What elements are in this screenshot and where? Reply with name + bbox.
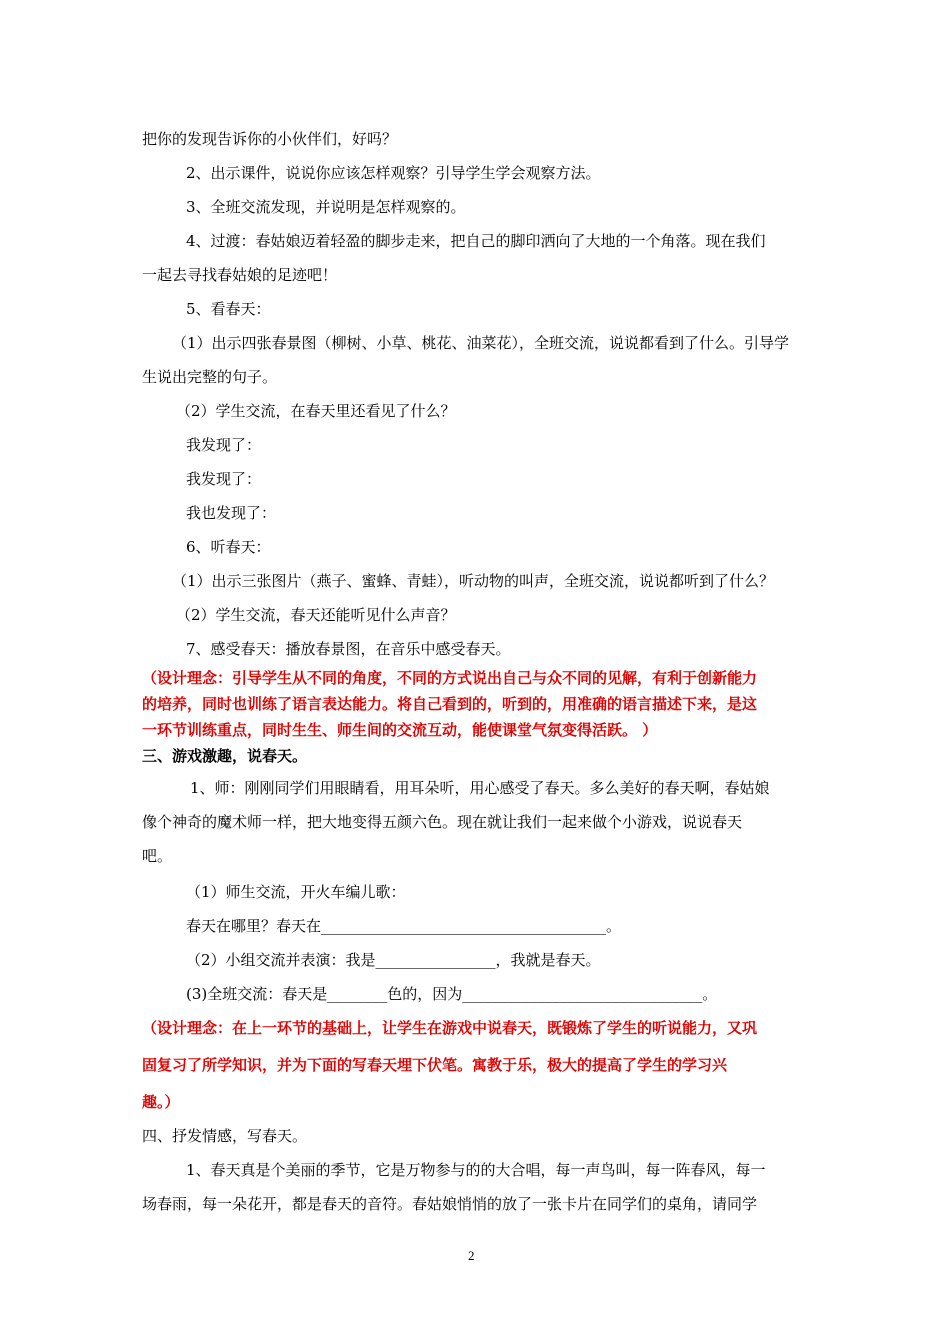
- page-number: 2: [468, 1248, 475, 1263]
- paragraph-line: 2、出示课件，说说你应该怎样观察？引导学生学会观察方法。: [186, 164, 601, 182]
- paragraph-line: （2）小组交流并表演：我是________________，我就是春天。: [186, 951, 601, 969]
- paragraph-line: 我也发现了：: [186, 504, 277, 522]
- design-note-line: 趣。）: [142, 1093, 180, 1111]
- section-heading: 三、游戏激趣，说春天。: [142, 747, 308, 765]
- paragraph-line: (3)全班交流：春天是________色的，因为________________________________。: [186, 985, 718, 1003]
- paragraph-line: （2）学生交流，春天还能听见什么声音？: [176, 606, 456, 624]
- design-note-line: 一环节训练重点，同时生生、师生间的交流互动，能使课堂气氛变得活跃。 ）: [142, 721, 658, 739]
- paragraph-line: 1、师：刚刚同学们用眼睛看，用耳朵听，用心感受了春天。多么美好的春天啊，春姑娘: [190, 779, 770, 797]
- paragraph-line: 6、听春天：: [186, 538, 271, 556]
- paragraph-line: 我发现了：: [186, 436, 262, 454]
- design-note-line: （设计理念：在上一环节的基础上，让学生在游戏中说春天，既锻炼了学生的听说能力，又巩: [142, 1019, 758, 1037]
- design-note-line: 固复习了所学知识，并为下面的写春天埋下伏笔。寓教于乐，极大的提高了学生的学习兴: [142, 1056, 728, 1074]
- design-note-line: 的培养，同时也训练了语言表达能力。将自己看到的，听到的，用准确的语言描述下来，是这: [142, 695, 758, 713]
- paragraph-line: 把你的发现告诉你的小伙伴们，好吗？: [142, 130, 398, 148]
- section-heading: 四、抒发情感，写春天。: [142, 1127, 308, 1145]
- paragraph-line: 7、感受春天：播放春景图，在音乐中感受春天。: [186, 640, 511, 658]
- paragraph-line: 3、全班交流发现，并说明是怎样观察的。: [186, 198, 466, 216]
- paragraph-line: （1）出示四张春景图（柳树、小草、桃花、油菜花），全班交流，说说都看到了什么。引导学: [172, 334, 790, 352]
- paragraph-line: （1）师生交流，开火车编儿歌：: [186, 883, 406, 901]
- paragraph-line: 我发现了：: [186, 470, 262, 488]
- paragraph-line: 像个神奇的魔术师一样，把大地变得五颜六色。现在就让我们一起来做个小游戏，说说春天: [142, 813, 743, 831]
- paragraph-line: （2）学生交流，在春天里还看见了什么？: [176, 402, 456, 420]
- paragraph-line: （1）出示三张图片（燕子、蜜蜂、青蛙），听动物的叫声，全班交流，说说都听到了什么？: [172, 572, 775, 590]
- paragraph-line: 生说出完整的句子。: [142, 368, 278, 386]
- paragraph-line: 吧。: [142, 847, 173, 865]
- paragraph-line: 春天在哪里？春天在______________________________________。: [186, 917, 622, 935]
- paragraph-line: 场春雨，每一朵花开，都是春天的音符。春姑娘悄悄的放了一张卡片在同学们的桌角，请同学: [142, 1195, 758, 1213]
- paragraph-line: 5、看春天：: [186, 300, 271, 318]
- paragraph-line: 一起去寻找春姑娘的足迹吧！: [142, 266, 338, 284]
- paragraph-line: 1、春天真是个美丽的季节，它是万物参与的的大合唱，每一声鸟叫，每一阵春风，每一: [186, 1161, 766, 1179]
- design-note-line: （设计理念：引导学生从不同的角度，不同的方式说出自己与众不同的见解，有利于创新能力: [142, 669, 758, 687]
- paragraph-line: 4、过渡：春姑娘迈着轻盈的脚步走来，把自己的脚印洒向了大地的一个角落。现在我们: [186, 232, 766, 250]
